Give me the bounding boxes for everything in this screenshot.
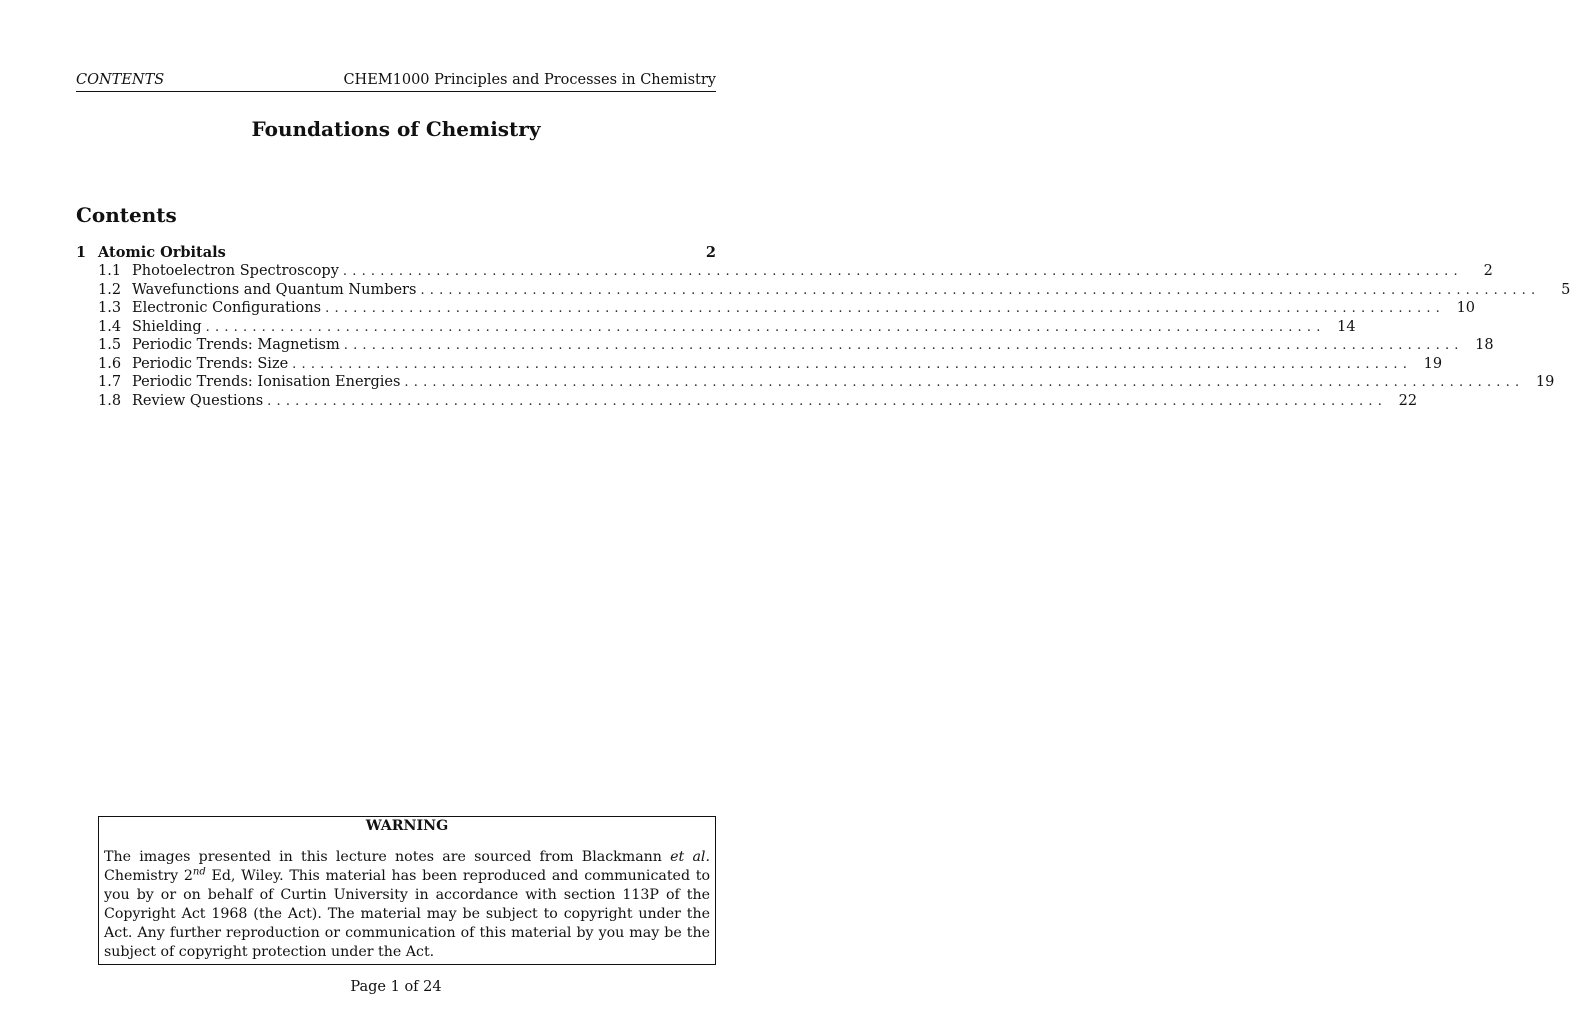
toc-entry-row[interactable] xyxy=(76,355,1443,375)
toc-entry-title: Photoelectron Spectroscopy xyxy=(132,263,339,279)
toc-entry-page: 18 xyxy=(1475,337,1494,353)
toc-entry-title: Periodic Trends: Ionisation Energies xyxy=(132,374,401,390)
toc-entry-row[interactable] xyxy=(76,263,1493,282)
copyright-warning-box xyxy=(98,816,716,965)
toc-entry-number: 1.7 xyxy=(98,374,122,390)
toc-dot-leader: ........................................................................................................................ xyxy=(342,264,1463,279)
toc-entry-page: 19 xyxy=(1423,355,1443,372)
toc-dot-leader: ........................................................................................................................ xyxy=(343,338,1464,353)
toc-entry-row[interactable] xyxy=(76,392,1418,412)
toc-entry-page: 2 xyxy=(1483,263,1493,279)
toc-dot-leader: ........................................................................................................................ xyxy=(205,319,1326,335)
warning-text xyxy=(104,848,710,962)
toc-entry-number: 1.2 xyxy=(98,281,122,298)
toc-entry-number: 1.5 xyxy=(98,337,122,353)
toc-entry-number: 1.8 xyxy=(98,392,122,409)
toc-chapter-page: 2 xyxy=(705,244,716,261)
toc-chapter-row[interactable] xyxy=(76,244,716,263)
toc-entry-title: Wavefunctions and Quantum Numbers xyxy=(132,281,417,298)
toc-entry-title: Electronic Configurations xyxy=(132,300,322,316)
toc-entry-page: 10 xyxy=(1456,300,1476,316)
toc-chapter-title: Atomic Orbitals xyxy=(98,244,226,261)
toc-entry-number: 1.1 xyxy=(98,263,122,279)
toc-dot-leader: ........................................................................................................................ xyxy=(420,282,1541,298)
toc-entry-title: Periodic Trends: Size xyxy=(132,355,289,372)
running-header-section: CONTENTS xyxy=(76,72,165,88)
toc-dot-leader: ........................................................................................................................ xyxy=(292,356,1413,372)
contents-heading: Contents xyxy=(76,203,177,227)
toc-chapter-number: 1 xyxy=(76,244,87,261)
toc-dot-leader: ........................................................................................................................ xyxy=(404,375,1525,390)
toc-entry-title: Review Questions xyxy=(132,392,264,409)
warning-title: WARNING xyxy=(365,818,449,834)
running-header xyxy=(76,72,716,92)
toc-entry-page: 19 xyxy=(1535,374,1555,390)
toc-entry-title: Shielding xyxy=(132,318,202,335)
warning-et-al: et al. xyxy=(670,849,710,865)
warning-text-end: Ed, Wiley. This material has been reproduced and communicated to you by or on behalf of Curtin University in accordance with section 113P of the Copyright Act 1968 (the Act). The material may be subject to copyright under the Act. Any further reproduction or communication of this material by you may be the subject of copyright protection under the Act. xyxy=(104,868,710,960)
warning-text-start: The images presented in this lecture notes are sourced from Blackmann xyxy=(104,849,671,865)
table-of-contents xyxy=(76,244,1570,411)
toc-entry-page: 5 xyxy=(1561,281,1570,298)
toc-entry-title: Periodic Trends: Magnetism xyxy=(132,337,340,353)
toc-entries xyxy=(76,263,1570,411)
toc-entry-row[interactable] xyxy=(76,318,1356,338)
toc-entry-row[interactable] xyxy=(76,281,1570,301)
toc-dot-leader: ........................................................................................................................ xyxy=(325,301,1446,316)
toc-entry-row[interactable] xyxy=(76,300,1476,319)
warning-text-mid: Chemistry 2 xyxy=(104,868,193,884)
toc-entry-row[interactable] xyxy=(76,374,1555,393)
warning-superscript: nd xyxy=(192,866,206,878)
toc-entry-page: 14 xyxy=(1337,318,1356,335)
document-title: Foundations of Chemistry xyxy=(251,117,541,141)
toc-entry-row[interactable] xyxy=(76,337,1494,356)
toc-entry-number: 1.6 xyxy=(98,355,122,372)
page-footer: Page 1 of 24 xyxy=(350,979,442,995)
toc-entry-number: 1.4 xyxy=(98,318,122,335)
running-header-course: CHEM1000 Principles and Processes in Chemistry xyxy=(343,72,716,88)
toc-dot-leader: ........................................................................................................................ xyxy=(267,393,1388,409)
toc-entry-number: 1.3 xyxy=(98,300,122,316)
toc-entry-page: 22 xyxy=(1398,392,1418,409)
